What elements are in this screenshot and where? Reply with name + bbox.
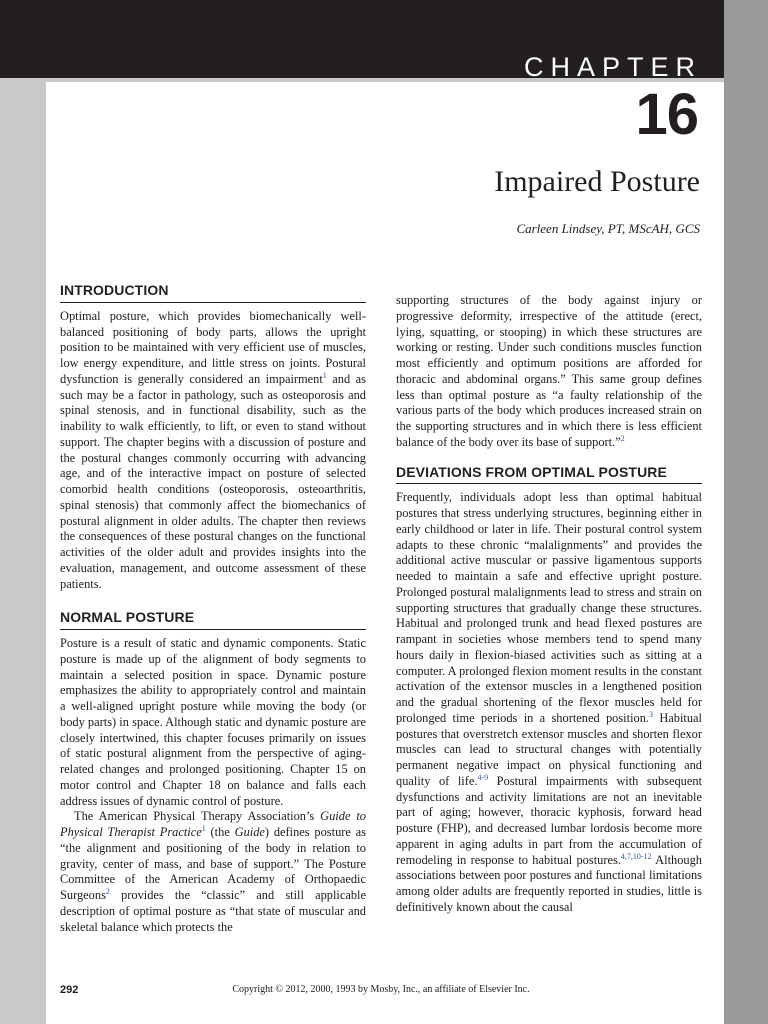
- text-run: The American Physical Therapy Association’s: [74, 809, 321, 824]
- chapter-author: Carleen Lindsey, PT, MScAH, GCS: [516, 221, 700, 236]
- reference-link[interactable]: 1: [201, 823, 206, 833]
- page-edge-strip: [724, 0, 768, 1024]
- introduction-paragraph: [60, 309, 366, 593]
- right-column: [396, 293, 702, 916]
- reference-link[interactable]: 4,7,10-12: [620, 851, 652, 861]
- deviations-heading: DEVIATIONS FROM OPTIMAL POSTURE: [396, 465, 702, 485]
- text-run: and as such may be a factor in pathology, such as osteoporosis and spinal stenosis, and in functional disability, such as the inability to walk efficiently, to lift, or even to stand without support. The chapter begins with a discussion of posture and the postural changes commonly occurring with advancing age, and of the interactive impact on posture of selected comorbid health conditions (osteoporosis, osteoarthritis, spinal stenosis) that commonly affect the biomechanics of postural alignment in older adults. The chapter then reviews the consequences of these postural changes on the functional activities of the older adult and provides insights into the evaluation, management, and outcome assessment of these patients.: [60, 371, 366, 591]
- guide-short-title: Guide: [234, 825, 265, 839]
- text-run: Although associations between poor postures and functional limitations among older adults are frequently reported in studies, little is definitively known about the causal: [396, 852, 702, 914]
- reference-link[interactable]: 2: [105, 886, 110, 896]
- deviations-paragraph: [396, 490, 702, 915]
- normal-posture-paragraph-1: Posture is a result of static and dynamic components. Static posture is made up of the alignment of body segments to maintain a selected position in space. Dynamic posture emphasizes the ability to appropriately control and maintain a well-aligned upright posture while moving the body (or body parts) in space. Although static and dynamic posture are closely intertwined, this chapter focuses primarily on issues of static postural alignment from the perspective of aging-related changes and prolonged positioning. Chapter 15 on motor control and Chapter 18 on balance and falls each address issues of dynamic control of posture.: [60, 636, 366, 808]
- text-run: Frequently, individuals adopt less than optimal habitual postures that stress underlying structures, beginning either in early childhood or later in life. Their postural control system adapts to these chronic “malalignments” and provides the additional active muscular or passive ligamentous supports needed to maintain a safe and effective upright posture. Prolonged postural malalignments lead to stress and strain on supporting structures that gradually change these structures. Habitual and prolonged trunk and head flexed postures are rampant in societies whose members tend to spend many hours daily in flexion-biased activities such as sitting at a computer. A prolonged flexion moment results in the constant activation of the extensor muscles in a lengthened position and the gradual shortening of the flexor muscles held for prolonged time periods in a shortened position.: [396, 490, 702, 725]
- page-footer: [60, 982, 702, 998]
- text-run: provides the “classic” and still applicable description of optimal posture as “that state of muscular and skeletal balance which protects the: [60, 888, 366, 934]
- copyright-notice: Copyright © 2012, 2000, 1993 by Mosby, Inc., an affiliate of Elsevier Inc.: [232, 984, 530, 995]
- text-run: Postural impairments with subsequent dysfunctions and activity limitations are not an inevitable part of aging; however, thoracic kyphosis, forward head posture (FHP), and decreased lumbar lordosis become more apparent in aging adults in part from the accumulation of remodeling in response to habitual postures.: [396, 773, 702, 867]
- chapter-title: Impaired Posture: [494, 165, 700, 198]
- chapter-number: 16: [635, 82, 698, 147]
- normal-posture-heading: NORMAL POSTURE: [60, 610, 366, 630]
- continuation-paragraph: [396, 293, 702, 451]
- page-number: 292: [60, 984, 79, 996]
- left-column: [60, 283, 366, 935]
- introduction-heading: INTRODUCTION: [60, 283, 366, 303]
- guide-title: Guide to Physical Therapist Practice: [60, 809, 366, 839]
- text-run: Optimal posture, which provides biomechanically well-balanced positioning of body parts, allows the upright position to be maintained with very efficient use of muscles, low energy expenditure, and little stress on joints. Postural dysfunction is generally considered an impairment: [60, 308, 366, 386]
- text-run: (the: [205, 825, 235, 839]
- chapter-label: CHAPTER: [523, 52, 702, 82]
- reference-link[interactable]: 1: [322, 370, 327, 380]
- normal-posture-paragraph-2: [60, 809, 366, 935]
- text-run: ) defines posture as “the alignment and positioning of the body in relation to gravity, center of mass, and base of support.” The Posture Committee of the American Academy of Orthopaedic Surgeons: [60, 825, 367, 902]
- reference-link[interactable]: 2: [620, 433, 625, 443]
- reference-link[interactable]: 3: [649, 709, 654, 719]
- reference-link[interactable]: 4-9: [477, 772, 489, 782]
- text-run: supporting structures of the body against injury or progressive deformity, irrespective of the attitude (erect, lying, squatting, or stooping) in which these structures are working or resting. Under such conditions muscles function most efficiently and optimum positions are afforded for thoracic and abdominal organs.” This same group defines less than optimal posture as “a faulty relationship of the various parts of the body which produces increased strain on the supporting structures and in which there is less efficient balance of the body over its base of support.”: [396, 293, 702, 449]
- text-run: Habitual postures that overstretch extensor muscles and shorten flexor muscles can lead to structural changes with potentially permanent negative impact on physical functioning and quality of life.: [396, 710, 703, 788]
